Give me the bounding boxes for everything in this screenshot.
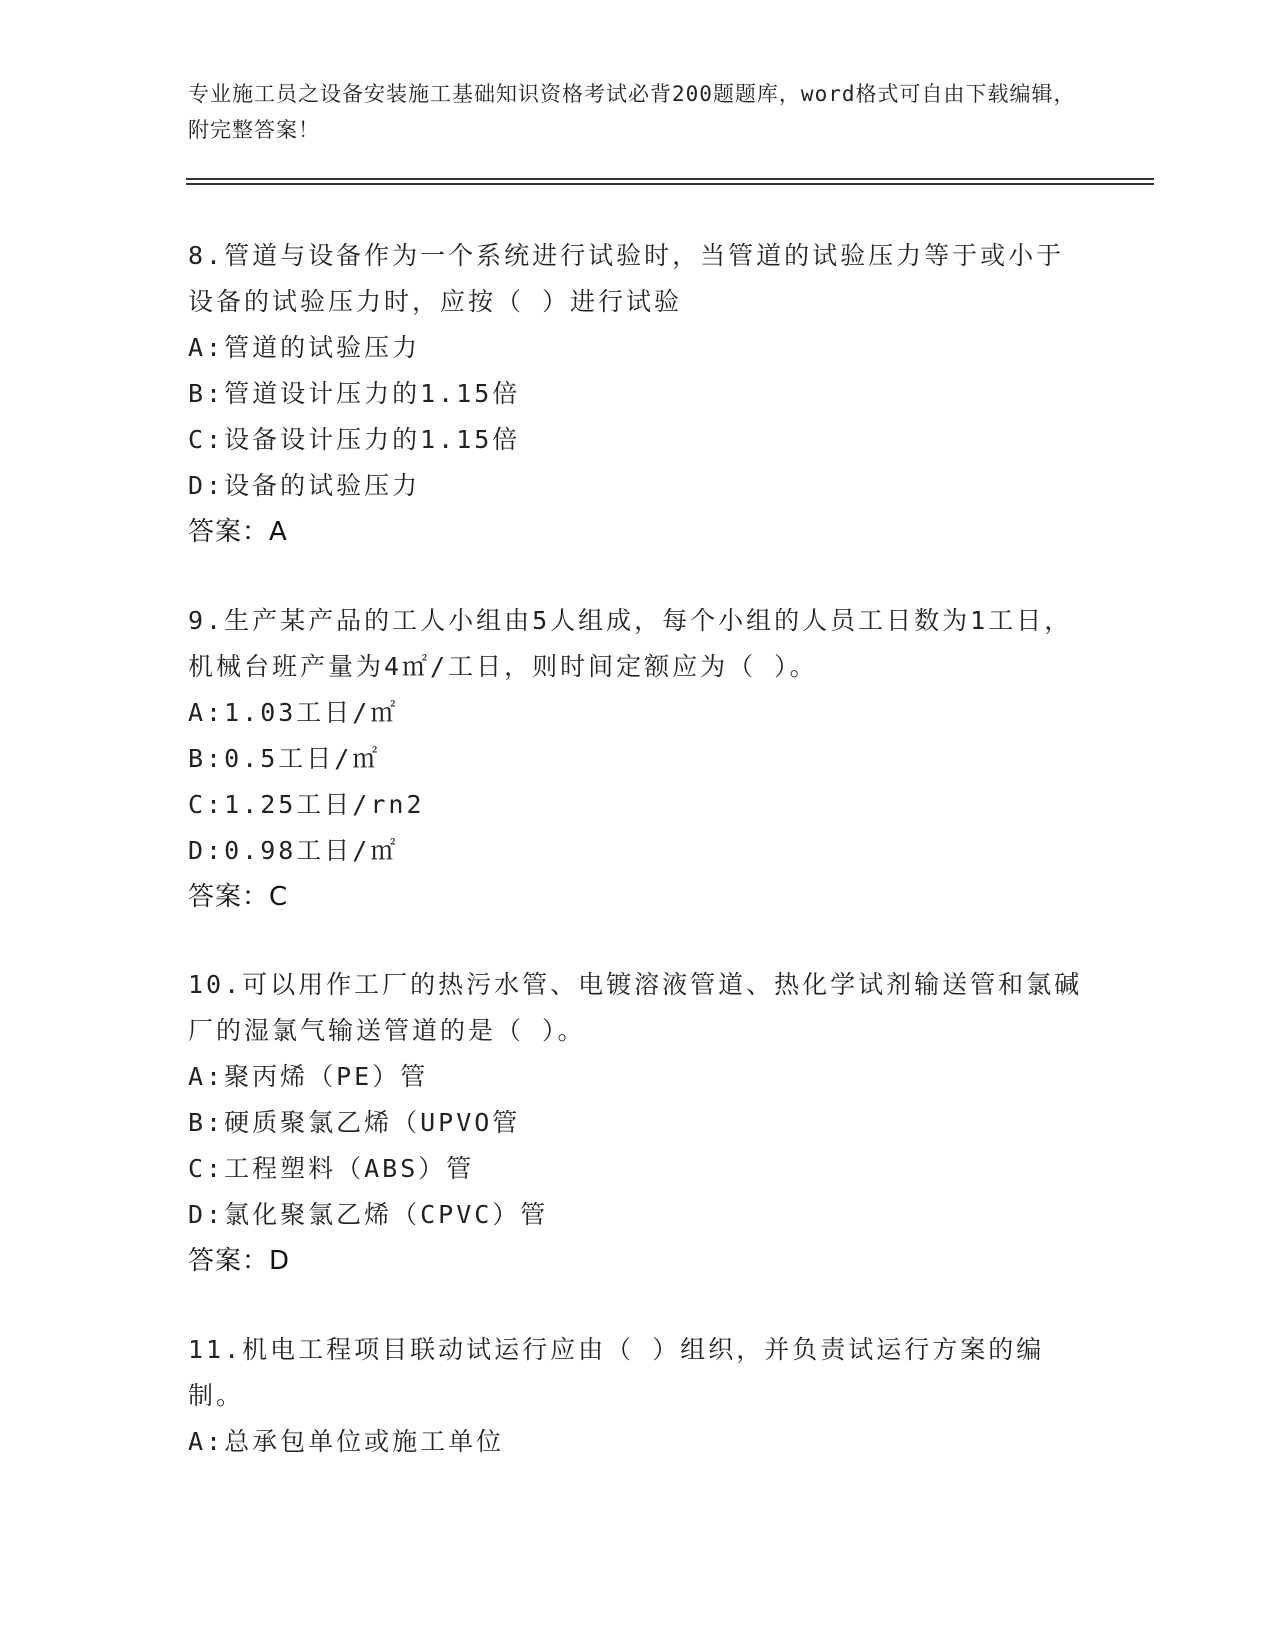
question-11 <box>188 1327 1088 1465</box>
question-text: 8.管道与设备作为一个系统进行试验时，当管道的试验压力等于或小于设备的试验压力时，应按（ ）进行试验 <box>188 241 1065 316</box>
option-c: C:设备设计压力的1.15倍 <box>188 425 521 454</box>
option-a: A:聚丙烯（PE）管 <box>188 1062 429 1091</box>
option-a: A:总承包单位或施工单位 <box>188 1427 505 1456</box>
question-9 <box>188 598 1088 920</box>
option-b: B:管道设计压力的1.15倍 <box>188 379 521 408</box>
question-text: 10.可以用作工厂的热污水管、电镀溶液管道、热化学试剂输送管和氯碱厂的湿氯气输送管道的是（ ）。 <box>188 970 1083 1045</box>
option-b: B:0.5工日/㎡ <box>188 744 381 773</box>
option-d: D:设备的试验压力 <box>188 471 421 500</box>
question-10 <box>188 962 1088 1284</box>
answer: 答案：D <box>188 1246 291 1276</box>
answer: 答案：A <box>188 517 288 547</box>
option-b: B:硬质聚氯乙烯（UPVO管 <box>188 1108 521 1137</box>
option-c: C:1.25工日/rn2 <box>188 790 425 819</box>
option-d: D:氯化聚氯乙烯（CPVC）管 <box>188 1200 549 1229</box>
option-c: C:工程塑料（ABS）管 <box>188 1154 475 1183</box>
option-a: A:管道的试验压力 <box>188 333 421 362</box>
header-divider-bottom <box>186 183 1154 185</box>
option-a: A:1.03工日/㎡ <box>188 698 399 727</box>
document-header: 专业施工员之设备安装施工基础知识资格考试必背200题题库，word格式可自由下载编辑，附完整答案！ <box>188 82 1076 142</box>
option-d: D:0.98工日/㎡ <box>188 836 399 865</box>
header-divider-top <box>186 178 1154 180</box>
question-text: 11.机电工程项目联动试运行应由（ ）组织，并负责试运行方案的编制。 <box>188 1335 1045 1410</box>
answer: 答案：C <box>188 882 289 912</box>
question-8 <box>188 233 1088 555</box>
question-text: 9.生产某产品的工人小组由5人组成，每个小组的人员工日数为1工日，机械台班产量为4㎡/工日，则时间定额应为（ ）。 <box>188 606 1073 681</box>
